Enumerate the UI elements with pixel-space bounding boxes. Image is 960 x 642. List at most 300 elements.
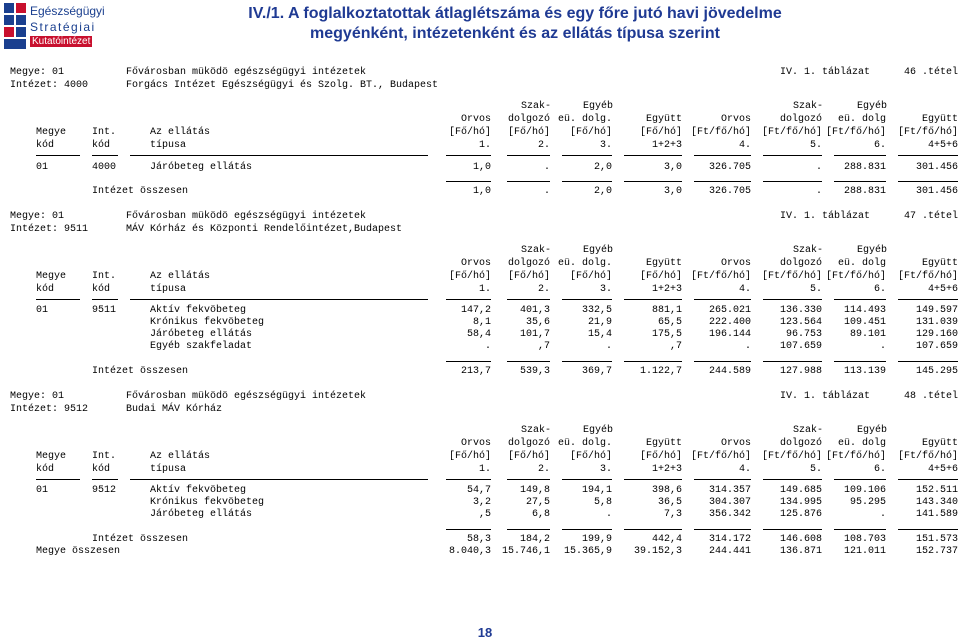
col-head: 2. xyxy=(537,284,550,295)
logo-line-2: Stratégiai xyxy=(30,20,96,34)
total-overline xyxy=(507,361,550,362)
cell-tipus: Egyéb szakfeladat xyxy=(150,341,253,352)
cell-value: 149.597 xyxy=(915,305,958,316)
total-value: 244.589 xyxy=(708,366,751,377)
header-row-1 xyxy=(0,424,960,437)
col-head: [Ft/fő/hó] xyxy=(690,271,751,282)
tetel: 48 .tétel xyxy=(903,391,958,402)
megye-line xyxy=(0,210,960,223)
col-head: Együtt xyxy=(645,258,682,269)
cell-value: 123.564 xyxy=(779,317,822,328)
col-head: Egyéb xyxy=(582,101,613,112)
cell-value: 314.357 xyxy=(708,485,751,496)
header-underline xyxy=(92,155,118,156)
tetel: 46 .tétel xyxy=(903,67,958,78)
total-value: 314.172 xyxy=(708,534,751,545)
total-overline xyxy=(446,181,491,182)
megye-name: Fővárosban müködö egészségügyi intézetek xyxy=(126,391,367,402)
col-head: [Fő/hó] xyxy=(507,451,550,462)
table-row xyxy=(0,508,960,521)
header-underline xyxy=(92,299,118,300)
col-head: Megye xyxy=(36,127,67,138)
col-head: 4+5+6 xyxy=(927,464,958,475)
cell-value: 147,2 xyxy=(460,305,491,316)
logo xyxy=(4,3,105,49)
col-head: dolgozó xyxy=(779,258,822,269)
cell-value: 143.340 xyxy=(915,497,958,508)
header-underline xyxy=(763,479,822,480)
cell-value: 101,7 xyxy=(519,329,550,340)
total-value: 184,2 xyxy=(519,534,550,545)
total-value: 113.139 xyxy=(843,366,886,377)
grand-total-value: 15.746,1 xyxy=(501,546,550,557)
grand-total-value: 39.152,3 xyxy=(633,546,682,557)
col-head: 4. xyxy=(738,140,751,151)
col-head: 3. xyxy=(599,464,612,475)
cell-value: 304.307 xyxy=(708,497,751,508)
col-head: dolgozó xyxy=(507,258,550,269)
total-overline xyxy=(694,529,751,530)
cell-value: 149.685 xyxy=(779,485,822,496)
total-value: . xyxy=(815,186,822,197)
cell-value: ,5 xyxy=(478,509,491,520)
total-value: 151.573 xyxy=(915,534,958,545)
header-row-4 xyxy=(0,283,960,296)
cell-value: 136.330 xyxy=(779,305,822,316)
total-value: 146.608 xyxy=(779,534,822,545)
cell-tipus: Aktív fekvöbeteg xyxy=(150,305,247,316)
cell-value: 332,5 xyxy=(581,305,612,316)
cell-value: . xyxy=(484,341,491,352)
total-overline xyxy=(763,361,822,362)
col-head: [Ft/fő/hó] xyxy=(761,271,822,282)
total-value: 1.122,7 xyxy=(639,366,682,377)
cell-value: ,7 xyxy=(669,341,682,352)
grand-total-value: 152.737 xyxy=(915,546,958,557)
col-head: Szak- xyxy=(792,425,823,436)
col-head: 3. xyxy=(599,284,612,295)
col-head: kód xyxy=(36,464,55,475)
col-head: [Ft/fő/hó] xyxy=(825,271,886,282)
cell-value: 881,1 xyxy=(651,305,682,316)
col-head: 4. xyxy=(738,464,751,475)
col-head: [Fő/hó] xyxy=(507,271,550,282)
total-overline xyxy=(898,181,958,182)
cell-value: 149,8 xyxy=(519,485,550,496)
cell-tipus: Krónikus fekvöbeteg xyxy=(150,497,265,508)
col-head: Szak- xyxy=(520,101,551,112)
col-head: 6. xyxy=(873,464,886,475)
header-underline xyxy=(130,299,428,300)
header-underline xyxy=(624,299,682,300)
grand-total-row xyxy=(0,545,960,558)
header-underline xyxy=(898,479,958,480)
col-head: 5. xyxy=(809,284,822,295)
total-value: 326.705 xyxy=(708,186,751,197)
intezet-label: Intézet: 9512 xyxy=(10,404,89,415)
col-head: 2. xyxy=(537,140,550,151)
col-head: [Fő/hó] xyxy=(569,127,612,138)
col-head: eü. dolg. xyxy=(557,258,612,269)
total-overline xyxy=(694,361,751,362)
col-head: 1+2+3 xyxy=(651,464,682,475)
cell-value: 8,1 xyxy=(472,317,491,328)
col-head: [Ft/fő/hó] xyxy=(897,451,958,462)
total-value: 108.703 xyxy=(843,534,886,545)
header-row-2 xyxy=(0,113,960,126)
cell-value: . xyxy=(744,341,751,352)
cell-megye: 01 xyxy=(36,485,49,496)
col-head: Orvos xyxy=(720,258,751,269)
intezet-label: Intézet: 4000 xyxy=(10,80,89,91)
header-underline xyxy=(763,299,822,300)
col-head: kód xyxy=(36,140,55,151)
total-overline xyxy=(507,181,550,182)
col-head: 6. xyxy=(873,284,886,295)
col-head: Orvos xyxy=(720,114,751,125)
total-overline xyxy=(898,361,958,362)
total-value: 3,0 xyxy=(663,186,682,197)
col-head: 1+2+3 xyxy=(651,284,682,295)
title-line-2: megyénként, intézetenként és az ellátás típusa szerint xyxy=(310,25,720,42)
header-row-4 xyxy=(0,463,960,476)
cell-value: 15,4 xyxy=(587,329,612,340)
cell-value: 134.995 xyxy=(779,497,822,508)
cell-value: 95.295 xyxy=(849,497,886,508)
col-head: Int. xyxy=(92,271,117,282)
col-head: dolgozó xyxy=(779,438,822,449)
megye-label: Megye: 01 xyxy=(10,67,65,78)
col-head: Egyéb xyxy=(582,245,613,256)
col-head: 2. xyxy=(537,464,550,475)
col-head: Szak- xyxy=(792,101,823,112)
grand-total-value: 121.011 xyxy=(843,546,886,557)
megye-label: Megye: 01 xyxy=(10,391,65,402)
total-overline xyxy=(507,529,550,530)
col-head: [Fő/hó] xyxy=(448,271,491,282)
cell-value: . xyxy=(605,341,612,352)
col-head: [Ft/fő/hó] xyxy=(690,451,751,462)
col-head: 1. xyxy=(478,464,491,475)
total-value: 2,0 xyxy=(593,186,612,197)
total-overline xyxy=(898,529,958,530)
page-number: 18 xyxy=(477,625,493,640)
cell-value: 125.876 xyxy=(779,509,822,520)
col-head: [Ft/fő/hó] xyxy=(825,127,886,138)
total-overline xyxy=(834,181,886,182)
header-underline xyxy=(446,155,491,156)
col-head: Orvos xyxy=(460,114,491,125)
header-underline xyxy=(694,479,751,480)
cell-value: . xyxy=(879,341,886,352)
col-head: Orvos xyxy=(460,438,491,449)
cell-value: 129.160 xyxy=(915,329,958,340)
header-underline xyxy=(507,299,550,300)
intezet-name: Budai MÁV Kórház xyxy=(126,404,223,415)
header-underline xyxy=(834,155,886,156)
cell-value: 265.021 xyxy=(708,305,751,316)
col-head: Együtt xyxy=(921,438,958,449)
logo-line-1: Egészségügyi xyxy=(30,4,105,18)
cell-megye: 01 xyxy=(36,162,49,173)
col-head: 1. xyxy=(478,140,491,151)
col-head: Egyéb xyxy=(856,425,887,436)
cell-value: 65,5 xyxy=(657,317,682,328)
total-value: 58,3 xyxy=(466,534,491,545)
col-head: dolgozó xyxy=(779,114,822,125)
col-head: Együtt xyxy=(921,114,958,125)
col-head: Orvos xyxy=(460,258,491,269)
col-head: 5. xyxy=(809,464,822,475)
cell-value: 35,6 xyxy=(525,317,550,328)
header-row-2 xyxy=(0,257,960,270)
col-head: 5. xyxy=(809,140,822,151)
header-underline xyxy=(834,299,886,300)
megye-name: Fővárosban müködö egészségügyi intézetek xyxy=(126,67,367,78)
col-head: Egyéb xyxy=(856,245,887,256)
col-head: eü. dolg. xyxy=(557,438,612,449)
col-head: 4. xyxy=(738,284,751,295)
cell-value: 21,9 xyxy=(587,317,612,328)
header-underline xyxy=(446,479,491,480)
header-underline xyxy=(898,299,958,300)
cell-value: 401,3 xyxy=(519,305,550,316)
total-overline xyxy=(694,181,751,182)
total-label: Intézet összesen xyxy=(92,366,189,377)
cell-value: 89.101 xyxy=(849,329,886,340)
table-ref: IV. 1. táblázat xyxy=(780,391,871,402)
cell-value: 3,0 xyxy=(663,162,682,173)
intezet-line xyxy=(0,79,960,92)
megye-label: Megye: 01 xyxy=(10,211,65,222)
total-overline xyxy=(624,181,682,182)
cell-int: 9512 xyxy=(92,485,117,496)
total-overline xyxy=(446,529,491,530)
header-underline xyxy=(130,479,428,480)
col-head: Orvos xyxy=(720,438,751,449)
header-row-1 xyxy=(0,100,960,113)
header-underline xyxy=(562,299,612,300)
col-head: [Fő/hó] xyxy=(639,127,682,138)
cell-value: 54,7 xyxy=(466,485,491,496)
table-ref: IV. 1. táblázat xyxy=(780,211,871,222)
col-head: Együtt xyxy=(645,114,682,125)
total-overline xyxy=(763,529,822,530)
table-ref: IV. 1. táblázat xyxy=(780,67,871,78)
total-overline xyxy=(562,181,612,182)
header-underline xyxy=(898,155,958,156)
total-value: 145.295 xyxy=(915,366,958,377)
col-head: 6. xyxy=(873,140,886,151)
col-head: [Fő/hó] xyxy=(639,451,682,462)
cell-value: 96.753 xyxy=(785,329,822,340)
cell-value: 107.659 xyxy=(915,341,958,352)
cell-int: 9511 xyxy=(92,305,117,316)
cell-value: 1,0 xyxy=(472,162,491,173)
intezet-name: MÁV Kórház és Központi Rendelőintézet,Budapest xyxy=(126,224,403,235)
megye-name: Fővárosban müködö egészségügyi intézetek xyxy=(126,211,367,222)
header-row-2 xyxy=(0,437,960,450)
total-row xyxy=(0,185,960,198)
total-overline xyxy=(834,361,886,362)
col-head: eü. dolg. xyxy=(557,114,612,125)
cell-value: . xyxy=(879,509,886,520)
total-value: 1,0 xyxy=(472,186,491,197)
cell-megye: 01 xyxy=(36,305,49,316)
cell-value: 107.659 xyxy=(779,341,822,352)
grand-total-value: 15.365,9 xyxy=(563,546,612,557)
cell-int: 4000 xyxy=(92,162,117,173)
header-underline xyxy=(562,479,612,480)
header-underline xyxy=(624,155,682,156)
col-head: dolgozó xyxy=(507,438,550,449)
grand-total-value: 244.441 xyxy=(708,546,751,557)
col-head: [Fő/hó] xyxy=(639,271,682,282)
cell-value: 58,4 xyxy=(466,329,491,340)
grand-total-label: Megye összesen xyxy=(36,546,121,557)
header-underline xyxy=(694,299,751,300)
cell-value: 326.705 xyxy=(708,162,751,173)
cell-value: 2,0 xyxy=(593,162,612,173)
header-underline xyxy=(36,299,80,300)
col-head: Egyéb xyxy=(856,101,887,112)
col-head: Int. xyxy=(92,127,117,138)
total-label: Intézet összesen xyxy=(92,186,189,197)
total-value: 369,7 xyxy=(581,366,612,377)
col-head: Megye xyxy=(36,451,67,462)
table-row xyxy=(0,340,960,353)
total-overline xyxy=(446,361,491,362)
cell-value: 194,1 xyxy=(581,485,612,496)
logo-line-3: Kutatóintézet xyxy=(32,36,91,47)
cell-value: 36,5 xyxy=(657,497,682,508)
total-overline xyxy=(562,529,612,530)
cell-value: 7,3 xyxy=(663,509,682,520)
header-underline xyxy=(130,155,428,156)
cell-value: 109.106 xyxy=(843,485,886,496)
col-head: Az ellátás xyxy=(150,451,211,462)
header-underline xyxy=(624,479,682,480)
col-head: [Fő/hó] xyxy=(448,127,491,138)
col-head: Int. xyxy=(92,451,117,462)
col-head: kód xyxy=(36,284,55,295)
tetel: 47 .tétel xyxy=(903,211,958,222)
header-underline xyxy=(694,155,751,156)
col-head: [Fő/hó] xyxy=(569,451,612,462)
col-head: Szak- xyxy=(520,425,551,436)
col-head: eü. dolg xyxy=(837,438,886,449)
cell-value: . xyxy=(605,509,612,520)
cell-value: 288.831 xyxy=(843,162,886,173)
col-head: 3. xyxy=(599,140,612,151)
header-underline xyxy=(507,479,550,480)
cell-tipus: Krónikus fekvöbeteg xyxy=(150,317,265,328)
cell-value: 109.451 xyxy=(843,317,886,328)
col-head: eü. dolg xyxy=(837,114,886,125)
header-underline xyxy=(834,479,886,480)
col-head: [Ft/fő/hó] xyxy=(825,451,886,462)
total-overline xyxy=(763,181,822,182)
col-head: 1. xyxy=(478,284,491,295)
cell-value: 196.144 xyxy=(708,329,751,340)
col-head: Az ellátás xyxy=(150,271,211,282)
cell-value: 301.456 xyxy=(915,162,958,173)
col-head: [Fő/hó] xyxy=(507,127,550,138)
cell-value: ,7 xyxy=(537,341,550,352)
col-head: [Fő/hó] xyxy=(448,451,491,462)
col-head: [Fő/hó] xyxy=(569,271,612,282)
total-value: 301.456 xyxy=(915,186,958,197)
header-underline xyxy=(36,479,80,480)
col-head: [Ft/fő/hó] xyxy=(690,127,751,138)
total-value: 213,7 xyxy=(460,366,491,377)
total-overline xyxy=(624,361,682,362)
header-row-3 xyxy=(0,270,960,283)
cell-value: 152.511 xyxy=(915,485,958,496)
cell-tipus: Aktív fekvöbeteg xyxy=(150,485,247,496)
total-label: Intézet összesen xyxy=(92,534,189,545)
cell-value: 222.400 xyxy=(708,317,751,328)
cell-value: 3,2 xyxy=(472,497,491,508)
cell-value: 5,8 xyxy=(593,497,612,508)
total-overline xyxy=(624,529,682,530)
cell-value: 27,5 xyxy=(525,497,550,508)
intezet-label: Intézet: 9511 xyxy=(10,224,89,235)
header-underline xyxy=(562,155,612,156)
header-row-4 xyxy=(0,139,960,152)
header-row-1 xyxy=(0,244,960,257)
header-underline xyxy=(92,479,118,480)
logo-mark xyxy=(4,3,26,49)
title-line-1: IV./1. A foglalkoztatottak átlaglétszáma és egy főre jutó havi jövedelme xyxy=(248,5,782,22)
cell-value: . xyxy=(815,162,822,173)
col-head: [Ft/fő/hó] xyxy=(761,127,822,138)
col-head: dolgozó xyxy=(507,114,550,125)
col-head: Az ellátás xyxy=(150,127,211,138)
intezet-line xyxy=(0,223,960,236)
cell-tipus: Járóbeteg ellátás xyxy=(150,162,253,173)
col-head: Együtt xyxy=(921,258,958,269)
col-head: típusa xyxy=(150,140,187,151)
total-value: . xyxy=(543,186,550,197)
total-row xyxy=(0,365,960,378)
total-value: 288.831 xyxy=(843,186,886,197)
header-row-3 xyxy=(0,126,960,139)
cell-value: 175,5 xyxy=(651,329,682,340)
col-head: Együtt xyxy=(645,438,682,449)
grand-total-value: 136.871 xyxy=(779,546,822,557)
cell-tipus: Járóbeteg ellátás xyxy=(150,329,253,340)
col-head: Egyéb xyxy=(582,425,613,436)
total-overline xyxy=(834,529,886,530)
cell-tipus: Járóbeteg ellátás xyxy=(150,509,253,520)
col-head: Szak- xyxy=(792,245,823,256)
header-row-3 xyxy=(0,450,960,463)
header-underline xyxy=(36,155,80,156)
total-value: 442,4 xyxy=(651,534,682,545)
megye-line xyxy=(0,66,960,79)
col-head: [Ft/fő/hó] xyxy=(897,127,958,138)
col-head: Szak- xyxy=(520,245,551,256)
intezet-name: Forgács Intézet Egészségügyi és Szolg. BT., Budapest xyxy=(126,80,439,91)
table-row xyxy=(0,161,960,174)
intezet-line xyxy=(0,403,960,416)
page-title xyxy=(150,4,880,44)
col-head: kód xyxy=(92,464,111,475)
cell-value: . xyxy=(543,162,550,173)
col-head: Megye xyxy=(36,271,67,282)
col-head: eü. dolg xyxy=(837,258,886,269)
